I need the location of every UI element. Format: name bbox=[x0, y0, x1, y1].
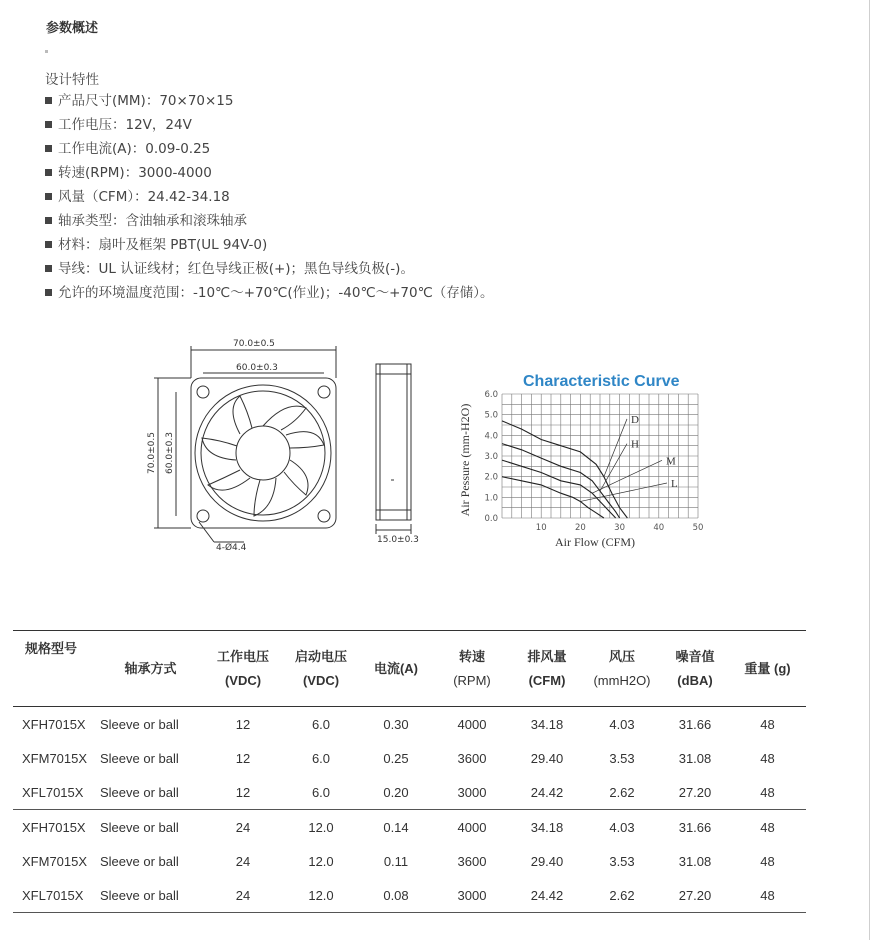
cell-weight: 48 bbox=[760, 750, 775, 766]
dim-outer-height: 70.0±0.5 bbox=[147, 432, 157, 474]
table-row bbox=[13, 810, 806, 845]
cell-start-voltage: 12.0 bbox=[308, 853, 334, 869]
dim-outer-width: 70.0±0.5 bbox=[233, 339, 275, 349]
cell-noise: 27.20 bbox=[661, 878, 729, 913]
chart-y-tick: 6.0 bbox=[484, 390, 498, 400]
square-bullet-icon bbox=[45, 193, 52, 200]
chart-leader-D bbox=[604, 419, 627, 477]
chart-leader-H bbox=[600, 444, 627, 491]
chart-x-tick: 40 bbox=[653, 523, 665, 533]
chart-y-tick: 2.0 bbox=[484, 472, 498, 483]
fan-front-view bbox=[154, 346, 336, 542]
side-frame bbox=[376, 364, 411, 520]
cell-airflow: 29.40 bbox=[530, 853, 564, 869]
chart-y-tick: 1.0 bbox=[484, 493, 498, 504]
spec-item-wires: 导线：UL 认证线材；红色导线正极(+)；黑色导线负极(-)。 bbox=[45, 259, 494, 283]
spec-item-airflow: 风量（CFM）：24.42-34.18 bbox=[45, 187, 494, 211]
fan-drawing-and-curve bbox=[136, 330, 726, 560]
mount-hole-br bbox=[318, 510, 330, 522]
chart-x-tick: 50 bbox=[692, 523, 704, 533]
cell-pressure: 3.53 bbox=[609, 750, 635, 766]
cell-airflow: 24.42 bbox=[511, 775, 583, 810]
cell-model: XFL7015X bbox=[13, 878, 98, 913]
cell-current: 0.30 bbox=[383, 716, 409, 732]
spec-item-voltage: 工作电压：12V，24V bbox=[45, 115, 494, 139]
cell-voltage: 24 bbox=[235, 853, 251, 869]
dim-thickness: 15.0±0.3 bbox=[377, 535, 419, 545]
mount-hole-tr bbox=[318, 386, 330, 398]
cell-airflow: 34.18 bbox=[530, 716, 564, 732]
cell-bearing: Sleeve or ball bbox=[100, 819, 179, 835]
cell-pressure: 2.62 bbox=[583, 878, 661, 913]
cell-bearing: Sleeve or ball bbox=[100, 750, 179, 766]
col-header-airflow: 排风量 (CFM) bbox=[527, 648, 567, 688]
table-row bbox=[13, 741, 806, 775]
square-bullet-icon bbox=[45, 145, 52, 152]
cell-current: 0.11 bbox=[383, 853, 409, 869]
chart-y-tick: 4.0 bbox=[484, 431, 498, 442]
spec-list bbox=[45, 91, 494, 307]
cell-airflow: 24.42 bbox=[511, 878, 583, 913]
cell-weight: 48 bbox=[760, 716, 775, 732]
cell-weight: 48 bbox=[760, 819, 775, 835]
square-bullet-icon bbox=[45, 121, 52, 128]
cell-bearing: Sleeve or ball bbox=[98, 775, 203, 810]
dim-inner-width: 60.0±0.3 bbox=[236, 363, 278, 373]
col-header-pressure: 风压 (mmH2O) bbox=[593, 648, 651, 688]
chart-series-label-M: M bbox=[666, 455, 676, 468]
chart-x-tick: 30 bbox=[614, 523, 626, 533]
cell-bearing: Sleeve or ball bbox=[100, 853, 179, 869]
mount-hole-bl bbox=[197, 510, 209, 522]
fan-hub bbox=[236, 426, 290, 480]
chart-x-label: Air Flow (CFM) bbox=[555, 535, 636, 549]
chart-series-label-L: L bbox=[671, 478, 678, 490]
cell-model: XFL7015X bbox=[13, 775, 98, 810]
cell-current: 0.20 bbox=[359, 775, 433, 810]
cell-voltage: 24 bbox=[203, 878, 283, 913]
cell-pressure: 3.53 bbox=[609, 853, 635, 869]
cell-model: XFH7015X bbox=[22, 716, 86, 732]
spec-item-material: 材料：扇叶及框架 PBT(UL 94V-0) bbox=[45, 235, 494, 259]
cell-pressure: 4.03 bbox=[609, 716, 635, 732]
fan-frame bbox=[191, 378, 336, 528]
cell-speed: 3000 bbox=[433, 878, 511, 913]
square-bullet-icon bbox=[45, 241, 52, 248]
chart-title: Characteristic Curve bbox=[523, 373, 680, 390]
cell-voltage: 12 bbox=[235, 750, 251, 766]
cell-noise: 31.66 bbox=[678, 716, 712, 732]
cell-bearing: Sleeve or ball bbox=[100, 716, 179, 732]
decorative-dot bbox=[45, 50, 48, 53]
chart-x-tick: 20 bbox=[574, 523, 586, 533]
mount-hole-tl bbox=[197, 386, 209, 398]
table-row bbox=[13, 878, 806, 913]
fan-side-view bbox=[376, 364, 411, 534]
spec-item-size: 产品尺寸(MM)：70×70×15 bbox=[45, 91, 494, 115]
cell-speed: 3600 bbox=[457, 750, 487, 766]
cell-model: XFM7015X bbox=[22, 750, 88, 766]
cell-weight: 48 bbox=[729, 878, 806, 913]
spec-item-current: 工作电流(A)：0.09-0.25 bbox=[45, 139, 494, 163]
cell-current: 0.08 bbox=[359, 878, 433, 913]
cell-noise: 27.20 bbox=[661, 775, 729, 810]
cell-airflow: 34.18 bbox=[530, 819, 564, 835]
cell-voltage: 12 bbox=[235, 716, 251, 732]
fan-shroud bbox=[195, 385, 331, 521]
cell-pressure: 2.62 bbox=[583, 775, 661, 810]
cell-weight: 48 bbox=[729, 775, 806, 810]
cell-current: 0.14 bbox=[383, 819, 409, 835]
col-header-noise: 噪音值 (dBA) bbox=[675, 648, 715, 688]
cell-bearing: Sleeve or ball bbox=[98, 878, 203, 913]
spec-item-bearing: 轴承类型：含油轴承和滚珠轴承 bbox=[45, 211, 494, 235]
cell-pressure: 4.03 bbox=[609, 819, 635, 835]
cell-noise: 31.66 bbox=[678, 819, 712, 835]
table-header-row bbox=[13, 631, 806, 707]
spec-item-temperature: 允许的环境温度范围：-10℃～+70℃(作业)；-40℃～+70℃（存储）。 bbox=[45, 283, 494, 307]
table-row bbox=[13, 707, 806, 742]
dim-hole: 4-Ø4.4 bbox=[216, 543, 247, 553]
chart-y-tick: 0.0 bbox=[484, 514, 498, 524]
spec-table bbox=[13, 630, 806, 913]
col-header-weight: 重量 (g) bbox=[744, 660, 791, 676]
cell-speed: 3000 bbox=[433, 775, 511, 810]
col-header-current: 电流(A) bbox=[373, 660, 419, 676]
square-bullet-icon bbox=[45, 289, 52, 296]
dim-inner-height: 60.0±0.3 bbox=[165, 432, 175, 474]
col-header-voltage: 工作电压 (VDC) bbox=[216, 648, 269, 688]
table-row bbox=[13, 775, 806, 810]
cell-voltage: 12 bbox=[203, 775, 283, 810]
chart-series-label-H: H bbox=[631, 438, 639, 451]
square-bullet-icon bbox=[45, 217, 52, 224]
cell-speed: 3600 bbox=[457, 853, 487, 869]
chart-x-tick: 10 bbox=[535, 523, 547, 533]
cell-start-voltage: 6.0 bbox=[283, 775, 359, 810]
col-header-start-voltage: 启动电压 (VDC) bbox=[294, 648, 347, 688]
cell-speed: 4000 bbox=[457, 716, 487, 732]
page-heading: 参数概述 bbox=[46, 21, 99, 36]
cell-weight: 48 bbox=[760, 853, 775, 869]
page-edge-divider bbox=[869, 0, 870, 940]
cell-current: 0.25 bbox=[383, 750, 409, 766]
square-bullet-icon bbox=[45, 169, 52, 176]
cell-airflow: 29.40 bbox=[530, 750, 564, 766]
col-header-speed: 转速 (RPM) bbox=[453, 648, 491, 688]
cell-start-voltage: 12.0 bbox=[308, 819, 334, 835]
section-title: 设计特性 bbox=[45, 72, 99, 88]
chart-y-tick: 5.0 bbox=[484, 410, 498, 421]
cell-model: XFM7015X bbox=[22, 853, 88, 869]
cell-voltage: 24 bbox=[235, 819, 251, 835]
chart-y-label: Air Pessure (mm-H2O) bbox=[458, 403, 472, 517]
square-bullet-icon bbox=[45, 265, 52, 272]
table-row bbox=[13, 844, 806, 878]
col-header-bearing: 轴承方式 bbox=[124, 660, 177, 676]
fan-shroud-inner bbox=[201, 391, 325, 515]
cell-start-voltage: 6.0 bbox=[311, 750, 331, 766]
cell-model: XFH7015X bbox=[22, 819, 86, 835]
col-header-model: 规格型号 bbox=[25, 641, 78, 656]
chart-series-label-D: D bbox=[631, 413, 639, 426]
cell-noise: 31.08 bbox=[678, 750, 712, 766]
cell-speed: 4000 bbox=[457, 819, 487, 835]
cell-start-voltage: 12.0 bbox=[283, 878, 359, 913]
chart-y-tick: 3.0 bbox=[484, 452, 498, 462]
cell-start-voltage: 6.0 bbox=[311, 716, 331, 732]
cell-noise: 31.08 bbox=[678, 853, 712, 869]
square-bullet-icon bbox=[45, 97, 52, 104]
spec-item-speed: 转速(RPM)：3000-4000 bbox=[45, 163, 494, 187]
